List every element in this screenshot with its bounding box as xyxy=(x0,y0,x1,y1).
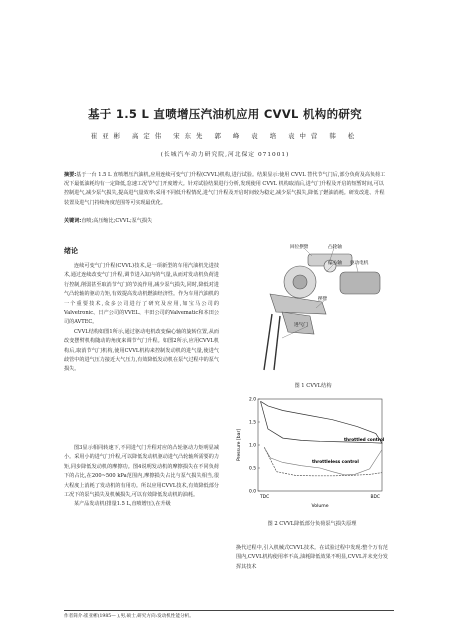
y-tick-label: 0.5 xyxy=(249,466,256,472)
paragraph: 换代过程中,引入机械式CVVL技术。在试验过程中发现:整个万有范围内,CVVL机构使用率不高,油耗降低效果不明显,CVVL并未充分发挥其技术 xyxy=(236,545,388,570)
plot-frame xyxy=(258,399,382,491)
y-tick-label: 2.0 xyxy=(249,397,256,403)
pv-diagram-chart xyxy=(232,391,392,511)
body-column-right xyxy=(236,544,388,572)
keywords xyxy=(64,217,386,226)
annotation-throttled: throttled control xyxy=(344,438,385,443)
paragraph: CVVL结构如图1所示,通过驱动电机改变偏心轴的旋转位置,从而改变摆臂机构随动的角度来调节气门升程。如图2所示,应用CVVL机构后,取消节气门机构,使用CVVL机构来控制发动机的进气量,使进气歧管中的进气压力接近大气压力,有效降低发动机在泵气过程中的泵气损失。 xyxy=(64,328,219,373)
fig1-label: 摆臂 xyxy=(318,297,328,302)
x-tick-label: TDC xyxy=(260,495,270,500)
abstract xyxy=(64,171,386,208)
y-tick-label: 1.5 xyxy=(249,420,256,426)
abstract-text: 基于一台 1.5 L 直喷增压汽油机,应用连续可变气门升程(CVVL)机构,进行试验。结果显示:使用 CVVL 替代节气门后,部分负荷及高负荷工况下最低油耗均有一定降低,怠速工况节气门开度增大。针对试验结果进行分析,发现使用 CVVL 机构取消后,进气门升程及开启的短暂时间,可以控制进气,减少泵气损失,提高进气量效率;采用不同低升程情况,进气门升程及开启时间较为稳定,减少泵气损失,降低了燃油消耗。研发改进、升程装置及进气门持续角度范围等可实现最优化。 xyxy=(64,172,386,206)
figure2-caption: 图 2 CVVL降低部分负荷泵气损失原理 xyxy=(267,521,357,527)
abstract-label: 摘要: xyxy=(64,172,77,178)
paragraph: 某产品发动机(排量1.5 L,直喷增压),在升级 xyxy=(74,501,171,508)
authors: 崔亚彬 高定伟 宋东先 郭 峰 袁 培 袁中营 韩 松 xyxy=(90,132,360,140)
paragraph: 图3显示相同转速下,不同进气门升程对应的凸轮驱动力矩明显减小。采用小的进气门升程,可以降低发动机驱动进气凸轮轴所需要的力矩,同步降低发动机的摩擦功。图4说明发动机的摩擦损失在不同负荷下的占比,在200~500 kPa范围内,摩擦损失占比与泵气损失相当,很大程度上消耗了发动机的有用功。所以应用CVVL技术,有效降低部分工况下的泵气损失及机械损失,可以有效降低发动机的油耗。 xyxy=(64,445,219,499)
affiliation: (长城汽车动力研究院,河北保定 071001) xyxy=(160,152,290,158)
series-line-1 xyxy=(260,401,382,443)
figure1-caption: 图 1 CVVL结构 xyxy=(294,383,332,389)
keywords-label: 关键词: xyxy=(64,218,82,224)
section-heading-intro: 绪论 xyxy=(64,247,78,255)
paper-title: 基于 1.5 L 直喷增压汽油机应用 CVVL 机构的研究 xyxy=(88,107,362,121)
y-tick-label: 0.0 xyxy=(249,489,256,495)
annotation-throttleless: throttleless control xyxy=(312,460,359,465)
paragraph: 连续可变气门升程(CVVL)技术,是一项新型的车用汽油机先进技术,通过连续改变气门升程,调节进入缸内的气量,从而对发动机负荷进行控制,削弱甚至取消节气门的节流作用,减少泵气损失,同时,降低对进气凸轮轴的驱动力矩,有效提高发动机燃油经济性。作为车用汽油机的一个重要技术,众多公司进行了研究及应用,如宝马公司的Valvetronic、日产公司的VVEL、丰田公司的Valvematic和本田公司的AVTEC。 xyxy=(64,263,219,326)
body-column-left xyxy=(64,262,219,375)
fig1-label: 驱动电机 xyxy=(350,261,369,266)
body-column-left-lower xyxy=(64,444,219,510)
x-tick-label: BDC xyxy=(370,495,380,500)
footnote: 作者简介:崔亚彬(1985— ),男,硕士,研究方向:发动机性能分析。 xyxy=(64,610,394,619)
keywords-text: 直喷;高压缩比;CVVL;泵气损失 xyxy=(81,218,153,224)
fig1-label: 进气门 xyxy=(294,323,308,328)
fig1-label: 回位摆臂 xyxy=(290,245,309,250)
fig1-label: 偏心轴 xyxy=(328,261,342,266)
figure-cvvl-mechanism xyxy=(230,242,390,377)
x-axis-label: Volume xyxy=(311,504,329,509)
fig1-label: 凸轮轴 xyxy=(328,245,342,250)
y-tick-label: 1.0 xyxy=(249,443,256,449)
y-axis-label: Pressure [bar] xyxy=(237,428,242,462)
